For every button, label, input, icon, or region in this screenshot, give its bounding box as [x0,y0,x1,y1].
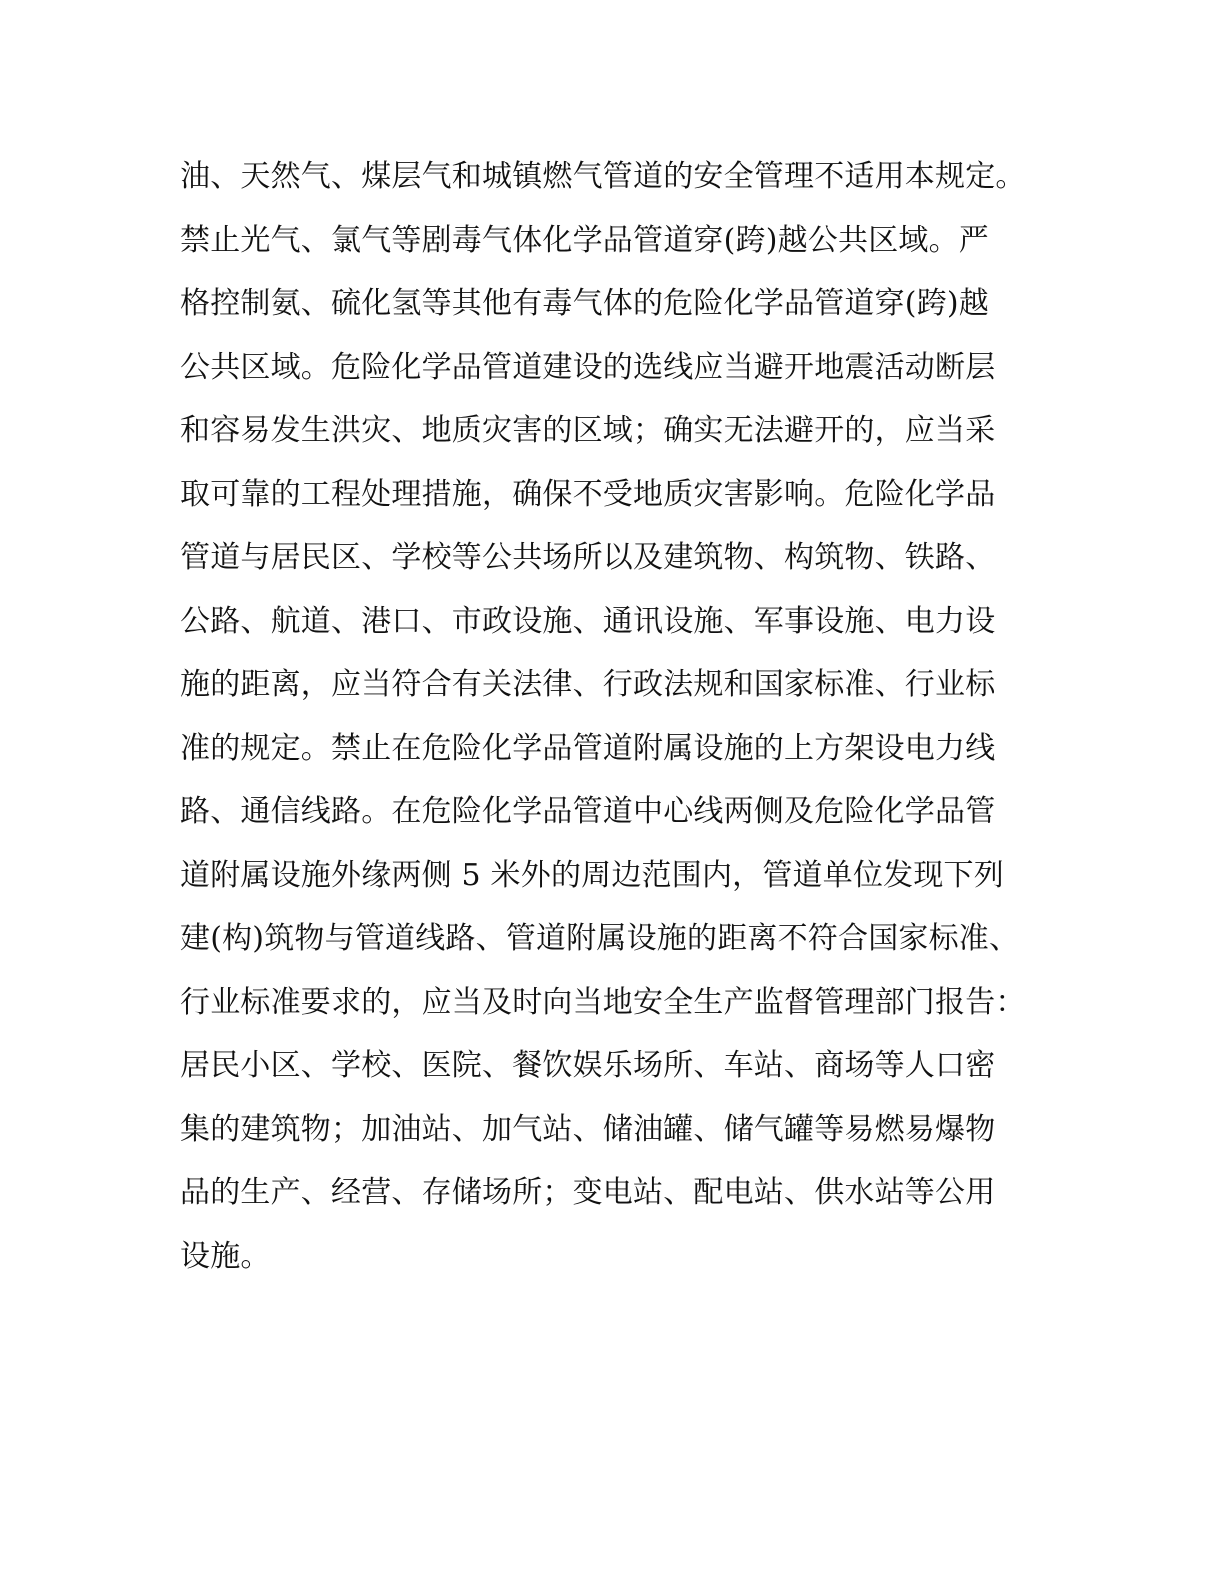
text-line: 管道与居民区、学校等公共场所以及建筑物、构筑物、铁路、 [180,540,996,575]
text-line: 公路、航道、港口、市政设施、通讯设施、军事设施、电力设 [180,603,996,639]
text-line: 准的规定。禁止在危险化学品管道附属设施的上方架设电力线 [180,730,996,766]
text-line: 行业标准要求的，应当及时向当地安全生产监督管理部门报告： [180,984,1026,1020]
body-paragraph [180,145,1060,1288]
text-line: 建(构)筑物与管道线路、管道附属设施的距离不符合国家标准、 [180,921,1020,956]
text-line: 施的距离，应当符合有关法律、行政法规和国家标准、行业标 [180,667,996,702]
text-line: 禁止光气、氯气等剧毒气体化学品管道穿(跨)越公共区域。严 [180,222,990,258]
text-line: 路、通信线路。在危险化学品管道中心线两侧及危险化学品管 [180,794,996,829]
text-line: 油、天然气、煤层气和城镇燃气管道的安全管理不适用本规定。 [180,159,1026,194]
text-line: 居民小区、学校、医院、餐饮娱乐场所、车站、商场等人口密 [180,1048,996,1083]
text-line: 格控制氨、硫化氢等其他有毒气体的危险化学品管道穿(跨)越 [180,286,990,321]
text-line: 品的生产、经营、存储场所；变电站、配电站、供水站等公用 [180,1175,996,1210]
text-line: 取可靠的工程处理措施，确保不受地质灾害影响。危险化学品 [180,476,996,512]
text-line: 设施。 [180,1238,271,1274]
text-line: 道附属设施外缘两侧 5 米外的周边范围内，管道单位发现下列 [180,857,1004,893]
text-line: 和容易发生洪灾、地质灾害的区域；确实无法避开的，应当采 [180,413,996,448]
text-line: 公共区域。危险化学品管道建设的选线应当避开地震活动断层 [180,349,996,385]
text-line: 集的建筑物；加油站、加气站、储油罐、储气罐等易燃易爆物 [180,1111,996,1147]
